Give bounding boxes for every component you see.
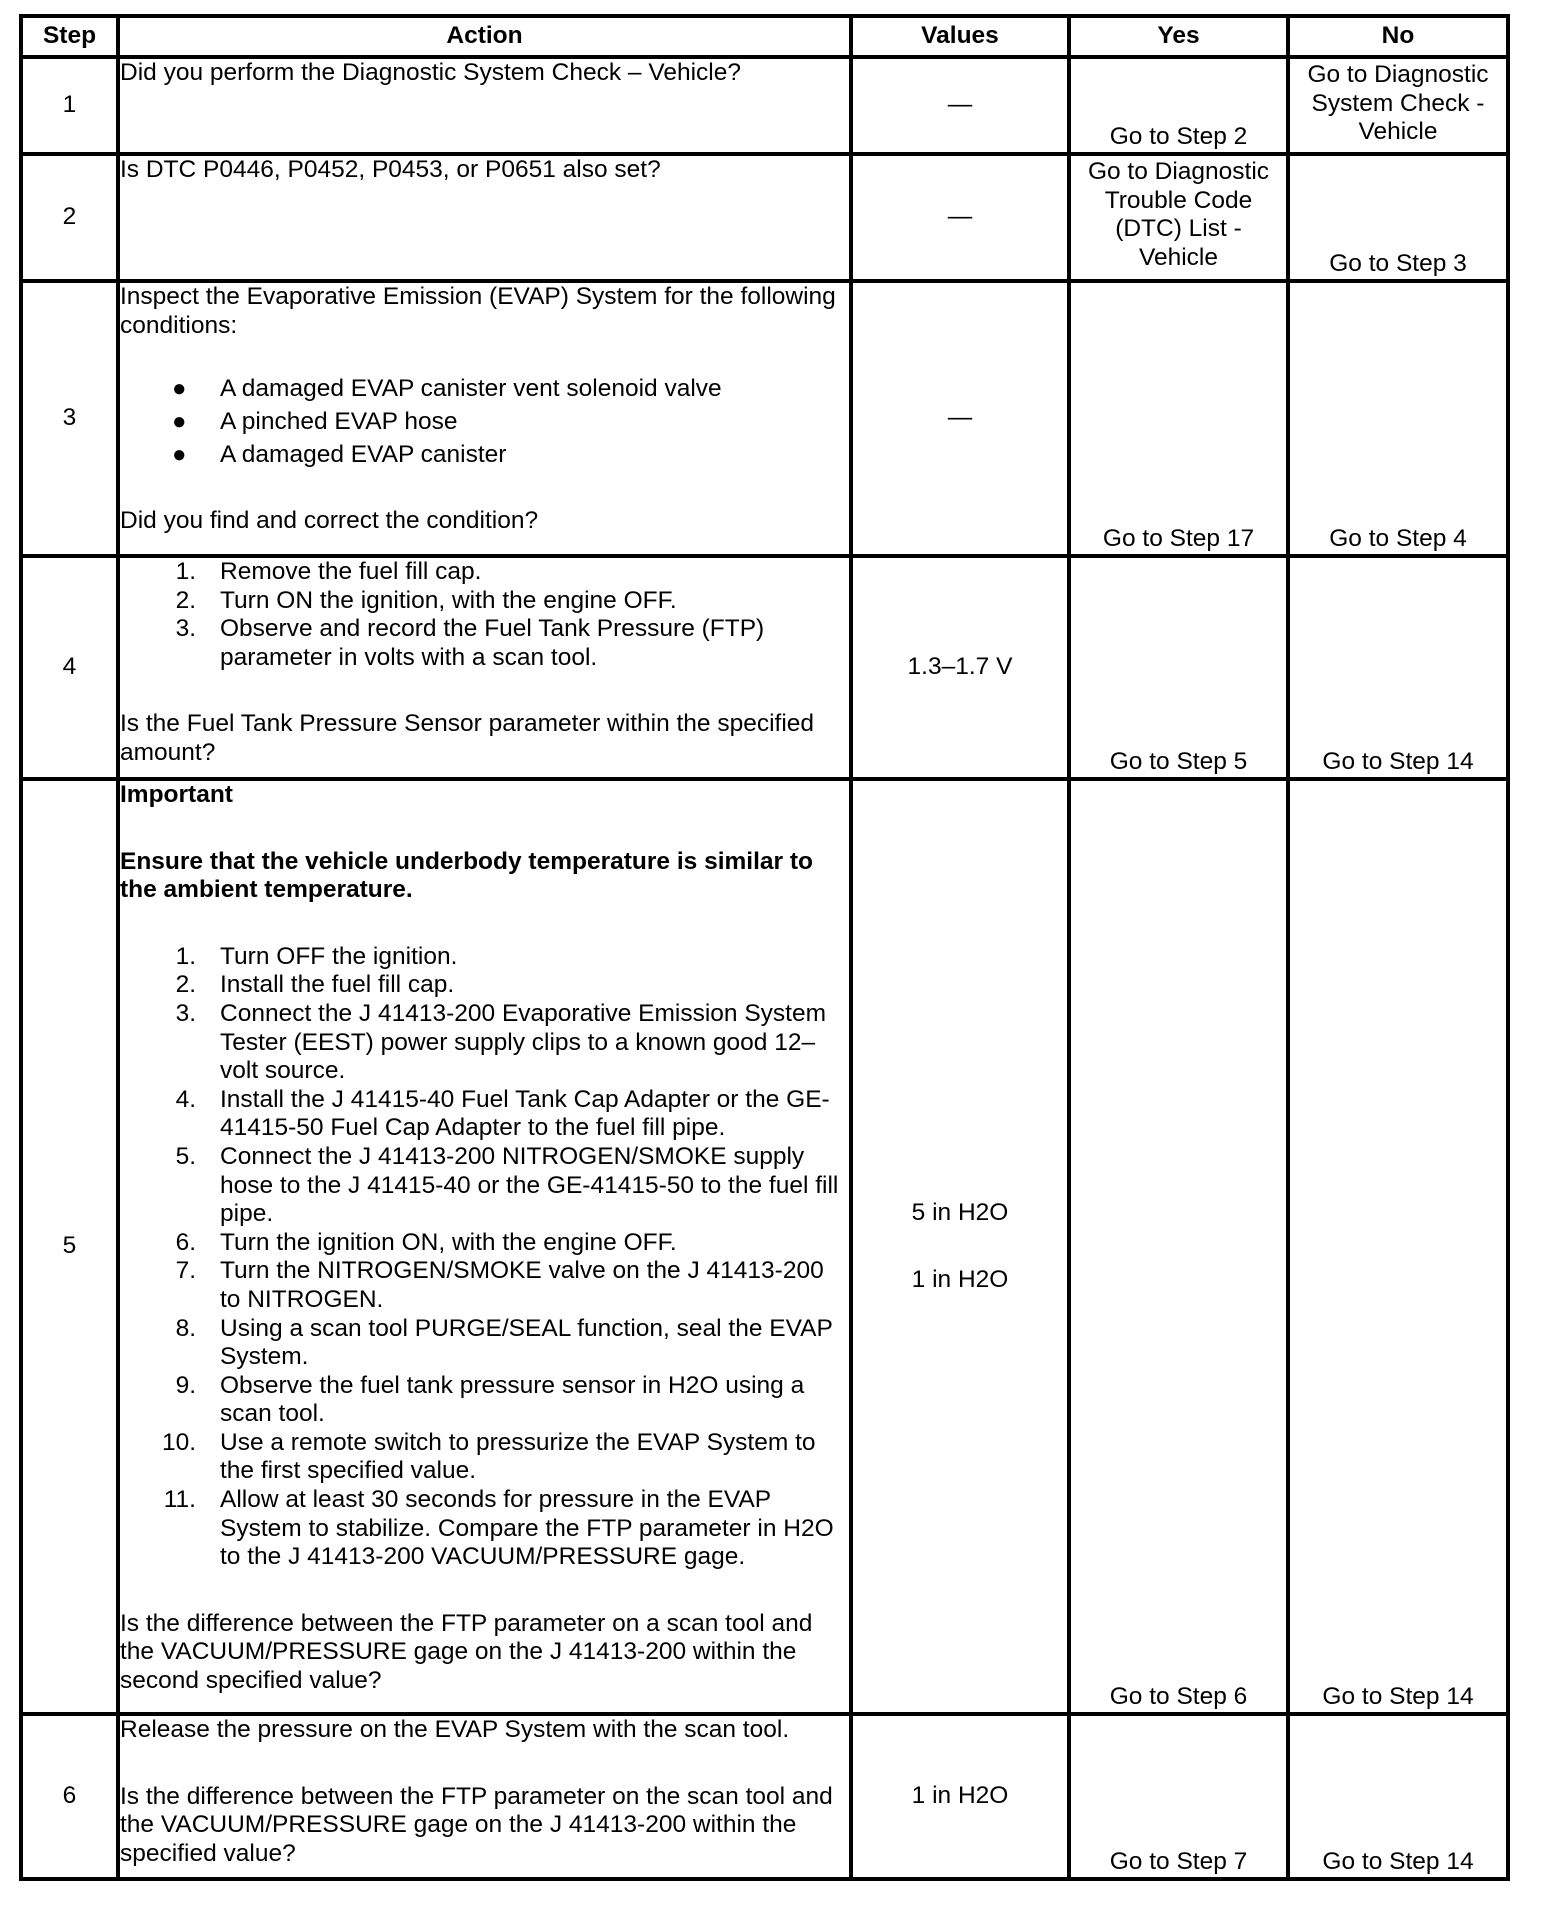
action-cell (118, 57, 851, 154)
yes-cell: Go to Step 17 (1069, 281, 1288, 556)
no-cell: Go to Step 14 (1288, 779, 1508, 1714)
step-number: 3 (21, 281, 118, 556)
action-question: Did you find and correct the condition? (120, 507, 539, 535)
step-number: 4 (21, 556, 118, 779)
yes-cell: Go to Step 2 (1069, 57, 1288, 154)
list-item: 10. Use a remote switch to pressurize the EVAP System to the first specified value. (161, 1428, 816, 1485)
action-question: Is DTC P0446, P0452, P0453, or P0651 also set? (120, 156, 661, 183)
header-no: No (1288, 16, 1508, 57)
step-number: 1 (21, 57, 118, 154)
list-item: 5. Connect the J 41413-200 NITROGEN/SMOKE supply hose to the J 41415-40 or the GE-41415-50 to the fuel fill pipe. (175, 1142, 839, 1228)
list-item: ● A damaged EVAP canister (172, 441, 507, 469)
list-item: 4. Install the J 41415-40 Fuel Tank Cap Adapter or the GE-41415-50 Fuel Cap Adapter to the fuel fill pipe. (175, 1085, 830, 1142)
action-cell (118, 281, 851, 556)
list-item: 2. Install the fuel fill cap. (175, 971, 455, 999)
list-item: 2. Turn ON the ignition, with the engine OFF. (175, 586, 677, 614)
table-row (21, 281, 1508, 556)
list-item: 3. Connect the J 41413-200 Evaporative Emission System Tester (EEST) power supply clips to a known good 12–volt source. (175, 999, 827, 1085)
procedure-list (120, 558, 849, 672)
table-row (21, 154, 1508, 281)
list-item: ● A pinched EVAP hose (172, 408, 458, 436)
action-question: Is the Fuel Tank Pressure Sensor parameter within the specified amount? (120, 710, 815, 766)
action-cell (118, 1714, 851, 1879)
value-cell: — (851, 57, 1069, 154)
list-item: 3. Observe and record the Fuel Tank Pressure (FTP) parameter in volts with a scan tool. (175, 615, 765, 671)
important-text: Ensure that the vehicle underbody temperature is similar to the ambient temperature. (120, 847, 813, 904)
header-yes: Yes (1069, 16, 1288, 57)
value-cell: 1 in H2O (851, 1714, 1069, 1879)
value-cell: — (851, 281, 1069, 556)
step-number: 2 (21, 154, 118, 281)
second-value: 1 in H2O (911, 1265, 1009, 1293)
value-cell: — (851, 154, 1069, 281)
step-number: 6 (21, 1714, 118, 1879)
bullet-icon: ● (172, 375, 187, 403)
diagnostic-table (19, 14, 1510, 1881)
no-cell: Go to Step 4 (1288, 281, 1508, 556)
action-question: Is the difference between the FTP parameter on the scan tool and the VACUUM/PRESSURE gage on the J 41413-200 within the specified value? (120, 1782, 833, 1867)
table-row (21, 57, 1508, 154)
bullet-icon: ● (172, 408, 187, 436)
action-intro: Inspect the Evaporative Emission (EVAP) System for the following conditions: (120, 283, 836, 339)
yes-cell: Go to Step 6 (1069, 779, 1288, 1714)
action-cell (118, 154, 851, 281)
header-row (21, 16, 1508, 57)
first-value: 5 in H2O (911, 1198, 1009, 1226)
yes-cell: Go to Diagnostic Trouble Code (DTC) List - Vehicle (1069, 154, 1288, 281)
action-cell (118, 556, 851, 779)
procedure-list (120, 943, 849, 1572)
list-item: 8. Using a scan tool PURGE/SEAL function, seal the EVAP System. (175, 1314, 833, 1371)
action-question: Is the difference between the FTP parameter on a scan tool and the VACUUM/PRESSURE gage on the J 41413-200 within the second specified value? (120, 1609, 813, 1695)
action-intro: Release the pressure on the EVAP System with the scan tool. (120, 1716, 790, 1743)
no-cell: Go to Step 14 (1288, 556, 1508, 779)
no-cell: Go to Step 3 (1288, 154, 1508, 281)
yes-cell: Go to Step 5 (1069, 556, 1288, 779)
header-action: Action (118, 16, 851, 57)
value-cell: 1.3–1.7 V (851, 556, 1069, 779)
yes-cell: Go to Step 7 (1069, 1714, 1288, 1879)
step-number: 5 (21, 779, 118, 1714)
list-item: 11. Allow at least 30 seconds for pressure in the EVAP System to stabilize. Compare the FTP parameter in H2O to the J 41413-200 VACUUM/PRESSURE gage. (163, 1486, 834, 1571)
list-item: ● A damaged EVAP canister vent solenoid valve (172, 375, 722, 403)
table-row (21, 1714, 1508, 1879)
action-cell (118, 779, 851, 1714)
value-cell (851, 779, 1069, 1714)
table-row (21, 556, 1508, 779)
list-item: 1. Remove the fuel fill cap. (175, 558, 482, 585)
list-item: 6. Turn the ignition ON, with the engine OFF. (175, 1228, 677, 1256)
table-row (21, 779, 1508, 1714)
important-label: Important (120, 781, 233, 808)
no-cell: Go to Step 14 (1288, 1714, 1508, 1879)
condition-list (120, 374, 849, 469)
list-item: 9. Observe the fuel tank pressure sensor in H2O using a scan tool. (175, 1371, 805, 1428)
bullet-icon: ● (172, 441, 187, 469)
list-item: 1. Turn OFF the ignition. (175, 942, 458, 970)
header-values: Values (851, 16, 1069, 57)
header-step: Step (21, 16, 118, 57)
no-cell: Go to Diagnostic System Check - Vehicle (1288, 57, 1508, 154)
action-question: Did you perform the Diagnostic System Check – Vehicle? (120, 59, 741, 86)
list-item: 7. Turn the NITROGEN/SMOKE valve on the J 41413-200 to NITROGEN. (175, 1257, 824, 1313)
